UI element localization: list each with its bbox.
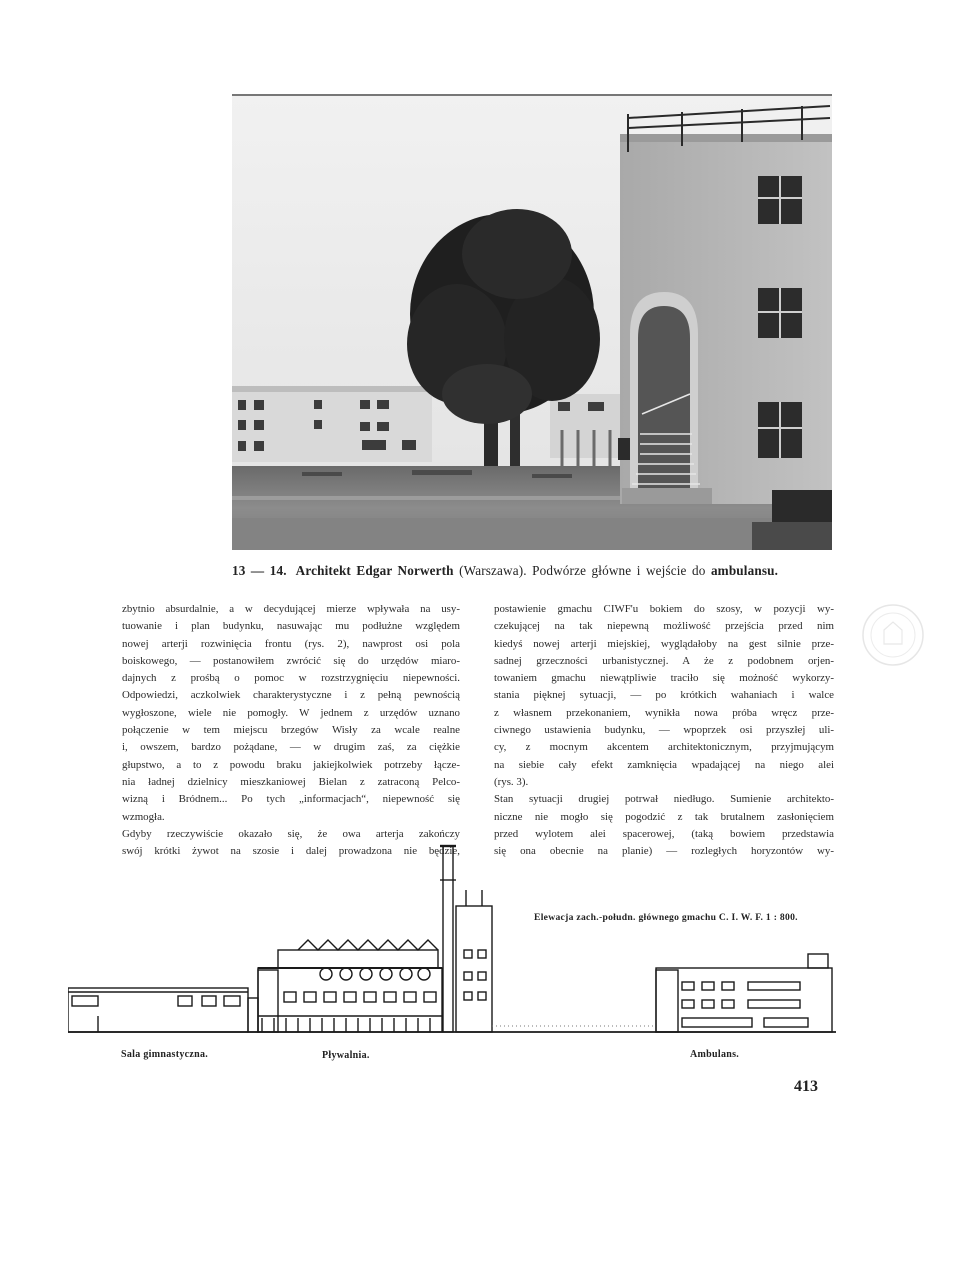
- text-line: Stan sytuacji drugiej potrwał niedługo. Sumienie architekto-: [494, 793, 834, 806]
- elevation-title: Elewacja zach.-połudn. głównego gmachu C. I. W. F. 1 : 800.: [534, 912, 798, 923]
- text-line: wizną i Bródnem... Po tych „informacjach“, niepewność się: [122, 793, 460, 806]
- text-line: wzmogła.: [122, 810, 165, 823]
- text-line: dajnych z prośbą o pomoc w rozstrzygnięciu niepewności.: [122, 672, 460, 685]
- label-gym-hall: Sala gimnastyczna.: [121, 1049, 209, 1060]
- text-column-left: [122, 601, 460, 860]
- text-line: tuowanie i plan budynku, nasuwając mu podłużne względem: [122, 620, 460, 633]
- label-ambulance: Ambulans.: [690, 1049, 740, 1060]
- text-line: cy, z mocnym akcentem architektonicznym, przyjmującym: [494, 741, 834, 754]
- text-line: (rys. 3).: [494, 775, 529, 788]
- text-line: sadnej grzeczności urbanistycznej. A że z podobnem orjen-: [494, 654, 834, 667]
- text-line: na siebie cały efekt zamknięcia wpadającej na niego alei: [494, 758, 834, 771]
- text-line: głupstwo, a to z powodu braku jakiejkolwiek potrzeby łącze-: [122, 758, 460, 771]
- text-line: czekującej na tak niepewną możliwość przejścia przed nim: [494, 620, 834, 633]
- caption-description: (Warszawa). Podwórze główne i wejście do: [453, 563, 711, 578]
- text-line: i, owszem, bardzo pożądane, — w drugim zaś, za ciężkie: [122, 741, 460, 754]
- text-line: nowej arterji rozwinięcia frontu (rys. 2), nawprost osi pola: [122, 637, 460, 650]
- text-line: z własnem przekonaniem, wynikła nowa próba wręcz prze-: [494, 706, 834, 719]
- building-elevation-drawing: [68, 840, 836, 1046]
- text-line: stania pięknej sytuacji, — po krótkich wahaniach i walce: [494, 689, 834, 702]
- page-number: 413: [794, 1078, 818, 1095]
- library-stamp-icon: [858, 600, 928, 670]
- distant-building-left: [232, 386, 432, 462]
- text-line: ciwnego ustawienia budynku, — wpoprzek osi przyszłej uli-: [494, 724, 834, 737]
- text-line: boiskowego, — postanowiłem zwrócić się do urzędów miaro-: [122, 654, 460, 667]
- text-line: się ona obecnie na planie) — rozległych horyzontów wy-: [494, 845, 834, 858]
- text-line: towaniem gmachu niewątpliwie traciło się możność wykorzy-: [494, 672, 834, 685]
- text-line: niczne nie mogło się pogodzić z tak brutalnem zasłonięciem: [494, 810, 834, 823]
- caption-architect: Architekt Edgar Norwerth: [295, 563, 454, 578]
- text-line: swój krótki żywot na szosie i dalej prowadzona nie będzie,: [122, 845, 460, 858]
- courtyard-photograph: [232, 94, 832, 550]
- text-column-right: [494, 601, 834, 860]
- text-line: kiedyś nowej arterji miejskiej, wyglądałoby na gest silnie prze-: [494, 637, 834, 650]
- label-swimming-pool: Pływalnia.: [322, 1050, 370, 1061]
- text-line: wygłoszone, wiele nie pomogły. W jednem z urzędów uznano: [122, 706, 460, 719]
- text-line: przed wylotem alei spacerowej, (taką bowiem przedstawia: [494, 827, 834, 840]
- figure-number: 13 — 14.: [232, 563, 287, 578]
- text-line: Gdyby rzeczywiście okazało się, że owa arterja zakończy: [122, 827, 460, 840]
- text-line: postawienie gmachu CIWF'u bokiem do szosy, w pozycji wy-: [494, 603, 834, 615]
- text-line: zbytnio absurdalnie, a w decydującej mierze wpływała na usy-: [122, 603, 460, 615]
- caption-tail: ambulansu.: [710, 563, 779, 578]
- text-line: połączenie w tem miejscu brzegów Wisły za wcale realne: [122, 724, 460, 737]
- text-line: nia ładnej dzielnicy mieszkaniowej Bielan z zatraconą Pelco-: [122, 775, 460, 788]
- text-line: Odpowiedzi, aczkolwiek charakterystyczne i z pełną pewnością: [122, 689, 460, 702]
- figure-caption: [232, 563, 836, 579]
- main-building-wing: [618, 106, 832, 504]
